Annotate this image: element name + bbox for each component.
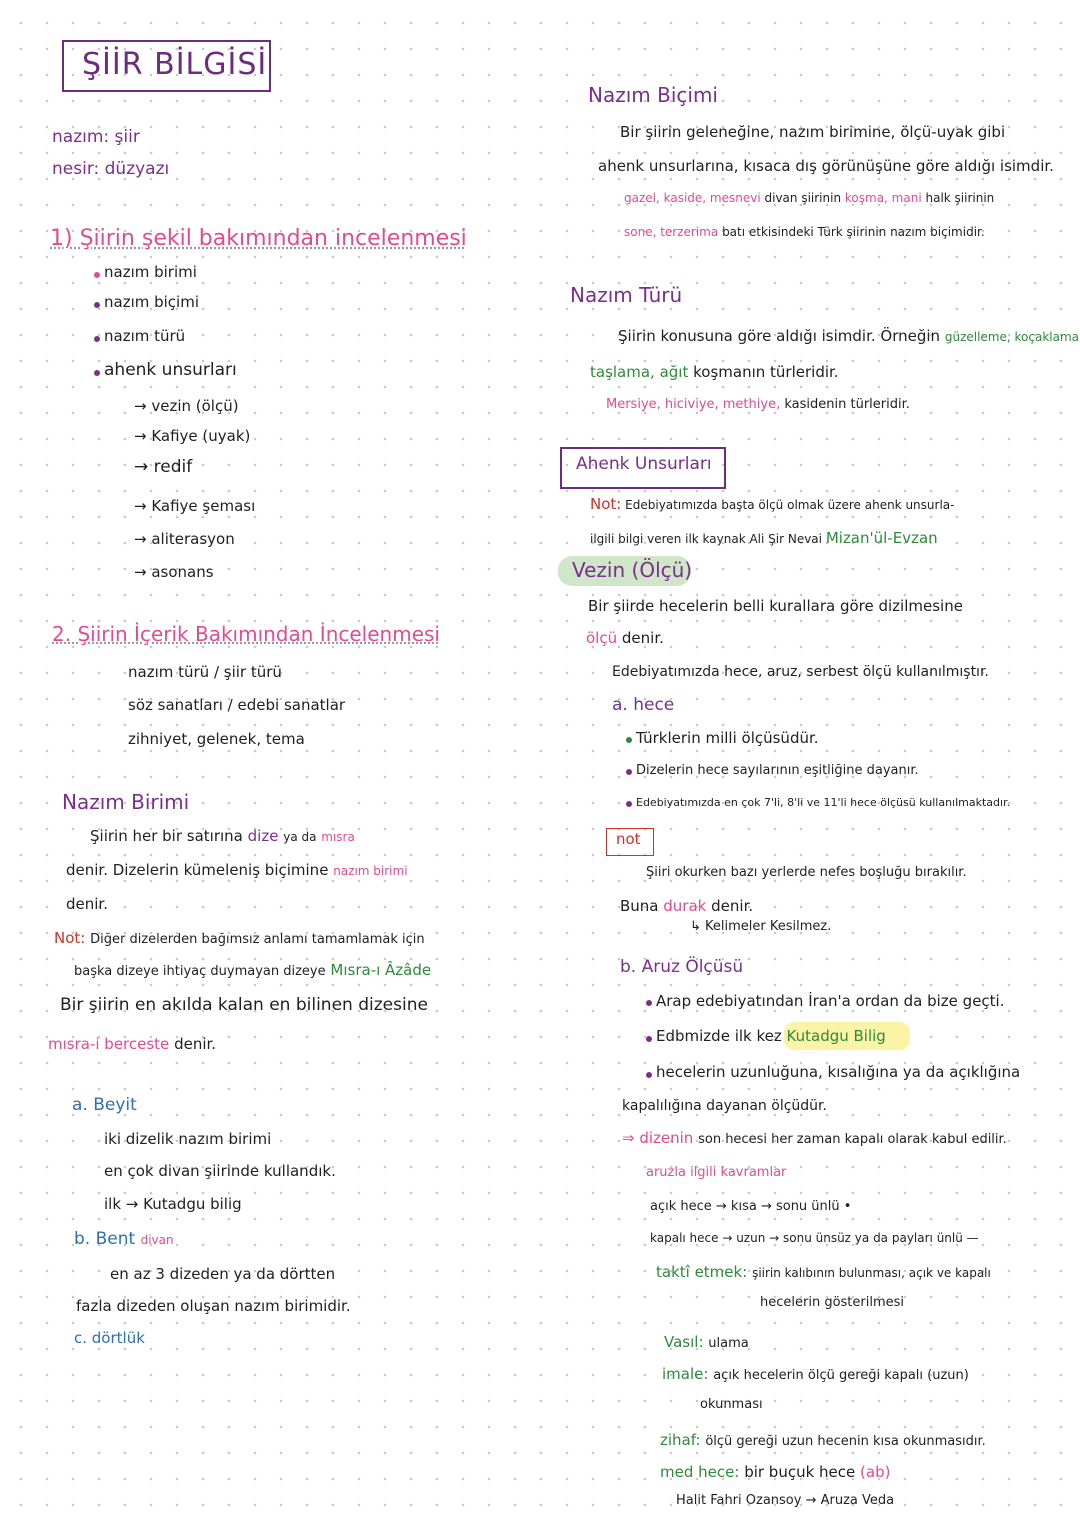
vezin-line2: ölçü denir. xyxy=(586,629,664,647)
nesir-definition: nesir: düzyazı xyxy=(52,159,170,179)
nazim-definition: nazım: şiir xyxy=(52,127,140,147)
bullet-icon xyxy=(646,1000,652,1006)
bent-heading: b. Bent divan xyxy=(74,1229,174,1249)
dortluk-heading: c. dörtlük xyxy=(74,1329,145,1347)
med-hece-line: med hece: bir buçuk hece (ab) xyxy=(660,1463,891,1481)
ahenk-not-line2: ilgili bilgi veren ilk kaynak Ali Şir Nevai Mizan'ül-Evzan xyxy=(590,529,938,547)
vezin-line3: Edebiyatımızda hece, aruz, serbest ölçü kullanılmıştır. xyxy=(612,664,989,680)
s1-item-2: nazım türü xyxy=(104,327,186,345)
nazim-bicimi-heading: Nazım Biçimi xyxy=(588,83,718,107)
bent-line2: fazla dizeden oluşan nazım birimidir. xyxy=(76,1297,351,1315)
nbic-line2: ahenk unsurlarına, kısaca dış görünüşüne göre aldığı isimdir. xyxy=(598,157,1054,175)
nb-line2: denir. Dizelerin kümeleniş biçimine nazım birimi xyxy=(66,861,408,879)
s1-item-3: ahenk unsurları xyxy=(104,360,237,380)
ahenk-item-4: → aliterasyon xyxy=(134,530,235,548)
bullet-icon xyxy=(94,336,100,342)
nb-line3: denir. xyxy=(66,895,108,913)
bent-line1: en az 3 dizeden ya da dörtten xyxy=(110,1265,336,1283)
section2-heading: 2. Şiirin İçerik Bakımından İncelenmesi xyxy=(52,622,440,646)
ahenk-item-0: → vezin (ölçü) xyxy=(134,397,239,415)
bullet-icon xyxy=(94,272,100,278)
ntur-line1: Şiirin konusuna göre aldığı isimdir. Örneğin güzelleme, koçaklama xyxy=(618,327,1079,345)
beyit-item-1: en çok divan şiirinde kullandık. xyxy=(104,1162,336,1180)
aruz-terms-heading: aruzla ilgili kavramlar xyxy=(646,1165,787,1180)
beyit-item-2: ilk → Kutadgu bilig xyxy=(104,1195,242,1213)
aruz-line2: Edbmizde ilk kez Kutadgu Bilig xyxy=(656,1027,886,1045)
takti-line1: taktî etmek: şiirin kalıbının bulunması, açık ve kapalı xyxy=(656,1263,991,1281)
hece-item-0: Türklerin milli ölçüsüdür. xyxy=(636,729,819,747)
ahenk-item-5: → asonans xyxy=(134,563,214,581)
aruz-line5: ⇒ dizenin son hecesi her zaman kapalı olarak kabul edilir. xyxy=(622,1129,1007,1147)
bullet-icon xyxy=(626,769,632,775)
imale-line2: okunması xyxy=(700,1397,763,1412)
hece-heading: a. hece xyxy=(612,695,675,715)
bullet-icon xyxy=(646,1072,652,1078)
not-line1: Not: Diğer dizelerden bağımsız anlamı tamamlamak için xyxy=(54,929,425,947)
ahenk-not-line1: Not: Edebiyatımızda başta ölçü olmak üzere ahenk unsurla- xyxy=(590,495,955,513)
durak-line2: Buna durak denir. xyxy=(620,897,754,915)
not-box-label: not xyxy=(616,830,641,848)
ntur-line3: Mersiye, hiciviye, methiye, kasidenin türleridir. xyxy=(606,397,910,412)
nb-line1: Şiirin her bir satırına dize ya da mısra xyxy=(90,827,355,845)
ahenk-item-1: → Kafiye (uyak) xyxy=(134,427,251,445)
takti-line2: hecelerin gösterilmesi xyxy=(760,1295,905,1310)
not-line2: başka dizeye ihtiyaç duymayan dizeye Mısra-ı Âzâde xyxy=(74,961,432,979)
aruz-line1: Arap edebiyatından İran'a ordan da bize geçti. xyxy=(656,992,1005,1010)
nazim-birimi-heading: Nazım Birimi xyxy=(62,790,190,814)
ahenk-heading: Ahenk Unsurları xyxy=(576,454,712,474)
aruz-line4: kapalılığına dayanan ölçüdür. xyxy=(622,1098,827,1114)
kapali-hece: kapalı hece → uzun → sonu ünsüz ya da payları ünlü — xyxy=(650,1231,979,1245)
hece-item-1: Dizelerin hece sayılarının eşitliğine dayanır. xyxy=(636,763,919,778)
s1-item-1: nazım biçimi xyxy=(104,293,200,311)
nbic-line3: gazel, kaside, mesnevi divan şiirinin koşma, mani halk şiirinin xyxy=(624,191,995,205)
durak-line1: Şiiri okurken bazı yerlerde nefes boşluğu bırakılır. xyxy=(646,865,967,880)
last-line: Halit Fahri Ozansoy → Aruza Veda xyxy=(676,1493,895,1508)
zihaf-line: zihaf: ölçü gereği uzun hecenin kısa okunmasıdır. xyxy=(660,1431,986,1449)
hece-item-2: Edebiyatımızda en çok 7'li, 8'li ve 11'li hece ölçüsü kullanılmaktadır. xyxy=(636,796,1011,809)
bullet-icon xyxy=(646,1036,652,1042)
nazim-turu-heading: Nazım Türü xyxy=(570,283,683,307)
s2-item-0: nazım türü / şiir türü xyxy=(128,663,282,681)
ntur-line2: taşlama, ağıt koşmanın türleridir. xyxy=(590,363,839,381)
bullet-icon xyxy=(94,302,100,308)
aruz-line3: hecelerin uzunluğuna, kısalığına ya da açıklığına xyxy=(656,1063,1021,1081)
page-title: ŞİİR BİLGİSİ xyxy=(82,47,268,82)
bullet-icon xyxy=(626,801,632,807)
beyit-item-0: iki dizelik nazım birimi xyxy=(104,1130,272,1148)
nbic-line1: Bir şiirin geleneğine, nazım birimine, ölçü-uyak gibi xyxy=(620,123,1006,141)
vasl-line: Vasıl: ulama xyxy=(664,1333,749,1351)
bullet-icon xyxy=(94,370,100,376)
aruz-heading: b. Aruz Ölçüsü xyxy=(620,957,744,977)
vezin-line1: Bir şiirde hecelerin belli kurallara göre dizilmesine xyxy=(588,597,963,615)
berceste-line1: Bir şiirin en akılda kalan en bilinen dizesine xyxy=(60,995,428,1015)
s2-item-2: zihniyet, gelenek, tema xyxy=(128,730,305,748)
berceste-line2: mısra-i berceste denir. xyxy=(48,1035,217,1053)
s1-item-0: nazım birimi xyxy=(104,263,197,281)
section1-heading: 1) Şiirin şekil bakımından incelenmesi xyxy=(50,226,467,251)
imale-line1: imale: açık hecelerin ölçü gereği kapalı (uzun) xyxy=(662,1365,969,1383)
nbic-line4: sone, terzerima batı etkisindeki Türk şiirinin nazım biçimidir. xyxy=(624,225,985,239)
bullet-icon xyxy=(626,737,632,743)
durak-line3: ↳ Kelimeler Kesilmez. xyxy=(690,919,832,934)
beyit-heading: a. Beyit xyxy=(72,1095,137,1115)
ahenk-item-3: → Kafiye şeması xyxy=(134,497,256,515)
ahenk-item-2: → redif xyxy=(134,457,193,477)
acik-hece: açık hece → kısa → sonu ünlü • xyxy=(650,1199,852,1214)
s2-item-1: söz sanatları / edebi sanatlar xyxy=(128,696,346,714)
vezin-heading: Vezin (Ölçü) xyxy=(572,558,693,582)
